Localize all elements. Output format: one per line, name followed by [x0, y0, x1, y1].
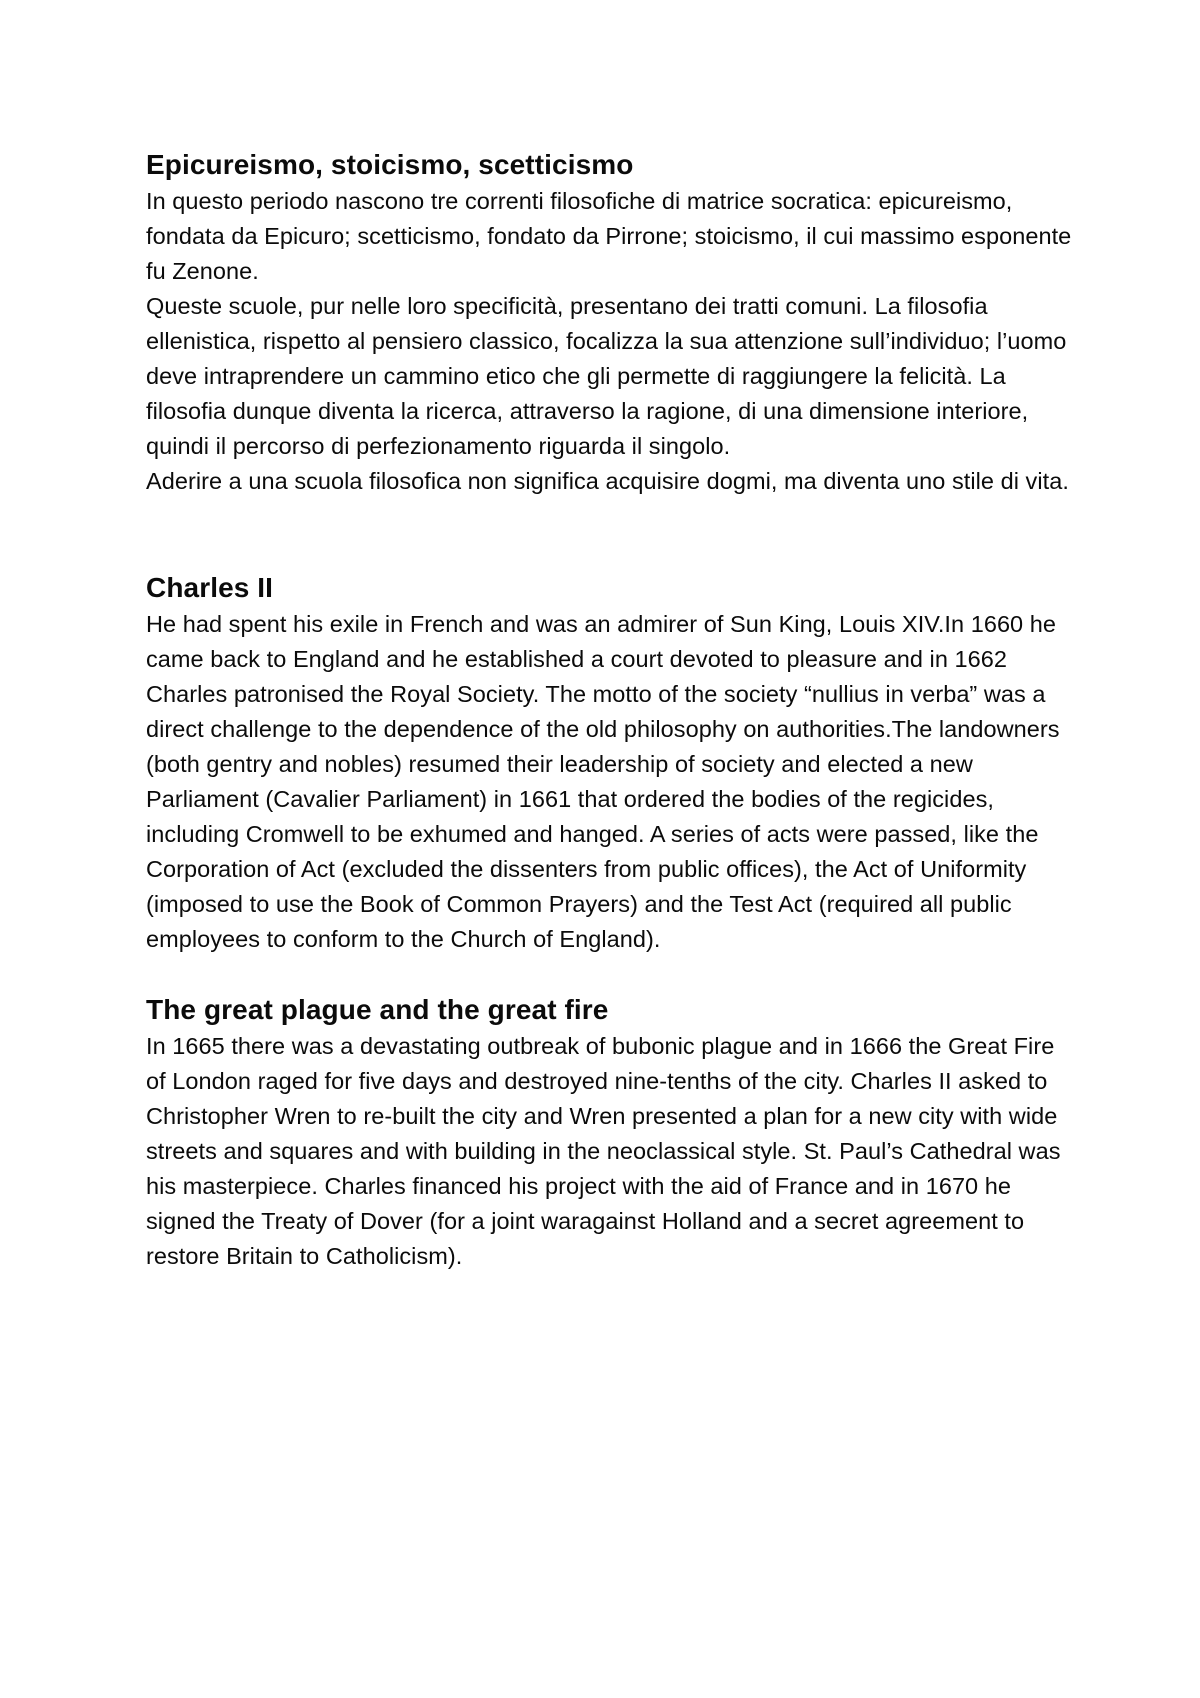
paragraph: In 1665 there was a devastating outbreak of bubonic plague and in 1666 the Great Fire of London raged for five days and destroyed nine-tenths of the city. Charles II asked to Christopher Wren to re-built the city and Wren presented a plan for a new city with wide streets and squares and with building in the neoclassical style. St. Paul’s Cathedral was his masterpiece. Charles financed his project with the aid of France and in 1670 he signed the Treaty of Dover (for a joint waragainst Holland and a secret agreement to restore Britain to Catholicism). — [146, 1033, 1061, 1269]
section-charles-ii — [146, 569, 1076, 957]
paragraph: Aderire a una scuola filosofica non significa acquisire dogmi, ma diventa uno stile di vita. — [146, 468, 1069, 494]
paragraph: Queste scuole, pur nelle loro specificità, presentano dei tratti comuni. La filosofia ellenistica, rispetto al pensiero classico, focalizza la sua attenzione sull’individuo; l’uomo deve intraprendere un cammino etico che gli permette di raggiungere la felicità. La filosofia dunque diventa la ricerca, attraverso la ragione, di una dimensione interiore, quindi il percorso di perfezionamento riguarda il singolo. — [146, 293, 1067, 459]
section-heading: The great plague and the great fire — [146, 994, 609, 1025]
section-heading: Epicureismo, stoicismo, scetticismo — [146, 149, 634, 180]
section-plague-and-fire — [146, 991, 1076, 1274]
document-body — [146, 146, 1076, 1274]
paragraph: He had spent his exile in French and was an admirer of Sun King, Louis XIV.In 1660 he came back to England and he established a court devoted to pleasure and in 1662 Charles patronised the Royal Society. The motto of the society “nullius in verba” was a direct challenge to the dependence of the old philosophy on authorities.The landowners (both gentry and nobles) resumed their leadership of society and elected a new Parliament (Cavalier Parliament) in 1661 that ordered the bodies of the regicides, including Cromwell to be exhumed and hanged. A series of acts were passed, like the Corporation of Act (excluded the dissenters from public offices), the Act of Uniformity (imposed to use the Book of Common Prayers) and the Test Act (required all public employees to conform to the Church of England). — [146, 611, 1060, 952]
section-heading: Charles II — [146, 572, 274, 603]
section-epicureismo — [146, 146, 1076, 499]
paragraph: In questo periodo nascono tre correnti filosofiche di matrice socratica: epicureismo, fondata da Epicuro; scetticismo, fondato da Pirrone; stoicismo, il cui massimo esponente fu Zenone. — [146, 188, 1072, 284]
